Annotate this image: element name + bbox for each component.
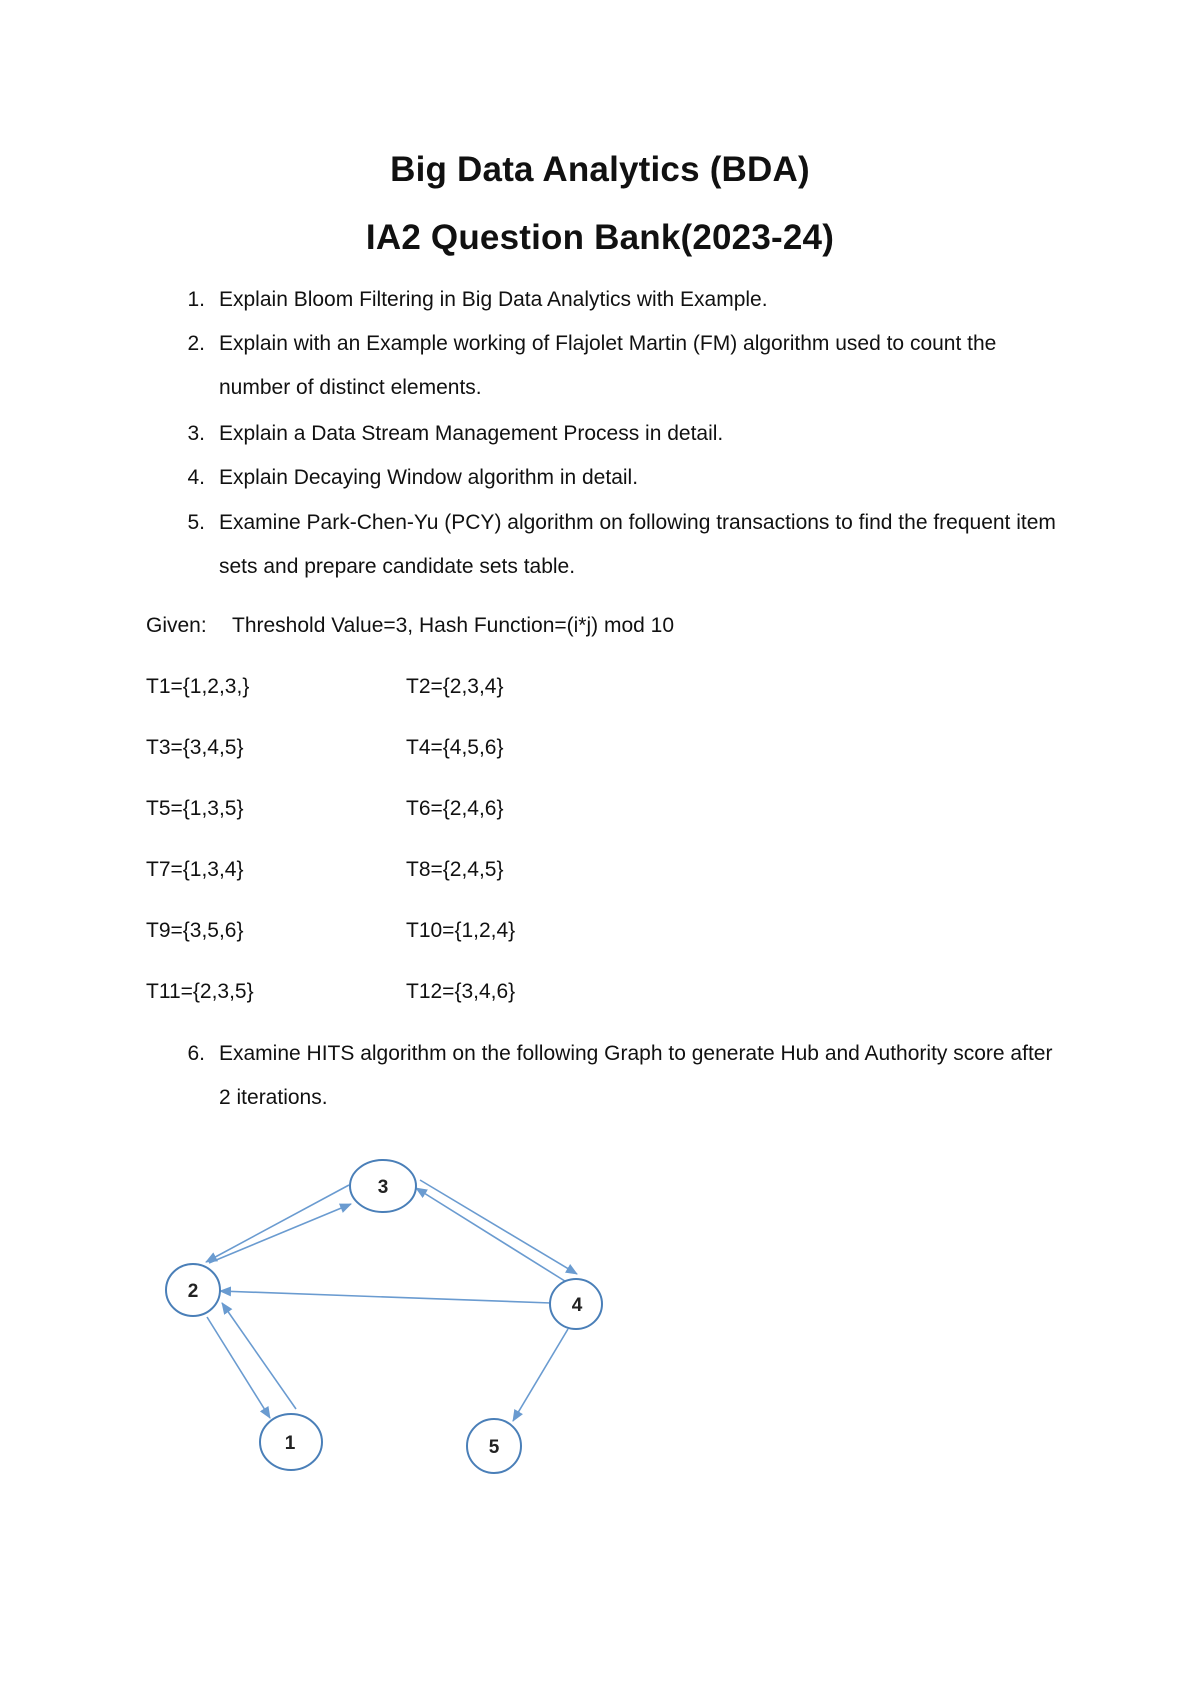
edge-4-to-3: [416, 1188, 568, 1283]
edge-1-to-2: [222, 1303, 296, 1409]
transaction: T9={3,5,6}: [146, 919, 244, 942]
question-text: Examine Park-Chen-Yu (PCY) algorithm on following transactions to find the frequent item sets and prepare candidate sets table.: [219, 511, 1056, 578]
node-label: 3: [377, 1177, 389, 1198]
edge-4-to-5: [513, 1329, 568, 1421]
given-text: Threshold Value=3, Hash Function=(i*j) mod 10: [232, 614, 675, 637]
edge-2-to-3: [209, 1204, 351, 1263]
node-label: 2: [187, 1281, 199, 1302]
node-label: 1: [284, 1433, 296, 1454]
graph-node-4: [550, 1279, 602, 1329]
node-label: 4: [571, 1295, 583, 1316]
question-text: Examine HITS algorithm on the following Graph to generate Hub and Authority score after 2 iterations.: [219, 1042, 1053, 1109]
question-text: Explain with an Example working of Flajolet Martin (FM) algorithm used to count the number of distinct elements.: [219, 332, 997, 399]
graph-node-3: [350, 1160, 416, 1212]
edge-4-to-2: [220, 1291, 551, 1303]
document-title: Big Data Analytics (BDA): [390, 150, 810, 189]
transaction: T8={2,4,5}: [406, 858, 504, 881]
question-text: Explain Decaying Window algorithm in detail.: [219, 466, 639, 489]
graph-node-5: [467, 1419, 521, 1473]
node-label: 5: [488, 1437, 500, 1458]
edge-3-to-2: [206, 1185, 349, 1262]
transaction: T2={2,3,4}: [406, 675, 504, 698]
document-subtitle: IA2 Question Bank(2023-24): [365, 218, 835, 257]
given-label: Given:: [146, 614, 207, 637]
question-number: 4.: [187, 466, 205, 489]
question-number: 6.: [187, 1042, 205, 1065]
transaction: T5={1,3,5}: [146, 797, 244, 820]
transaction: T10={1,2,4}: [406, 919, 516, 942]
transaction: T6={2,4,6}: [406, 797, 504, 820]
transaction: T11={2,3,5}: [146, 980, 254, 1003]
question-text: Explain Bloom Filtering in Big Data Analytics with Example.: [219, 288, 768, 311]
question-number: 2.: [187, 332, 205, 355]
graph-node-1: [260, 1414, 322, 1470]
question-number: 3.: [187, 422, 205, 445]
question-number: 1.: [187, 288, 205, 311]
graph-node-2: [166, 1264, 220, 1316]
graph-edges: [206, 1180, 577, 1421]
question-text: Explain a Data Stream Management Process in detail.: [219, 422, 724, 445]
edge-2-to-1: [207, 1317, 270, 1418]
transaction: T3={3,4,5}: [146, 736, 244, 759]
edge-3-to-4: [420, 1180, 577, 1274]
transaction: T12={3,4,6}: [406, 980, 516, 1003]
question-number: 5.: [187, 511, 205, 534]
transaction: T1={1,2,3,}: [146, 675, 250, 698]
transaction: T7={1,3,4}: [146, 858, 244, 881]
transaction: T4={4,5,6}: [406, 736, 504, 759]
